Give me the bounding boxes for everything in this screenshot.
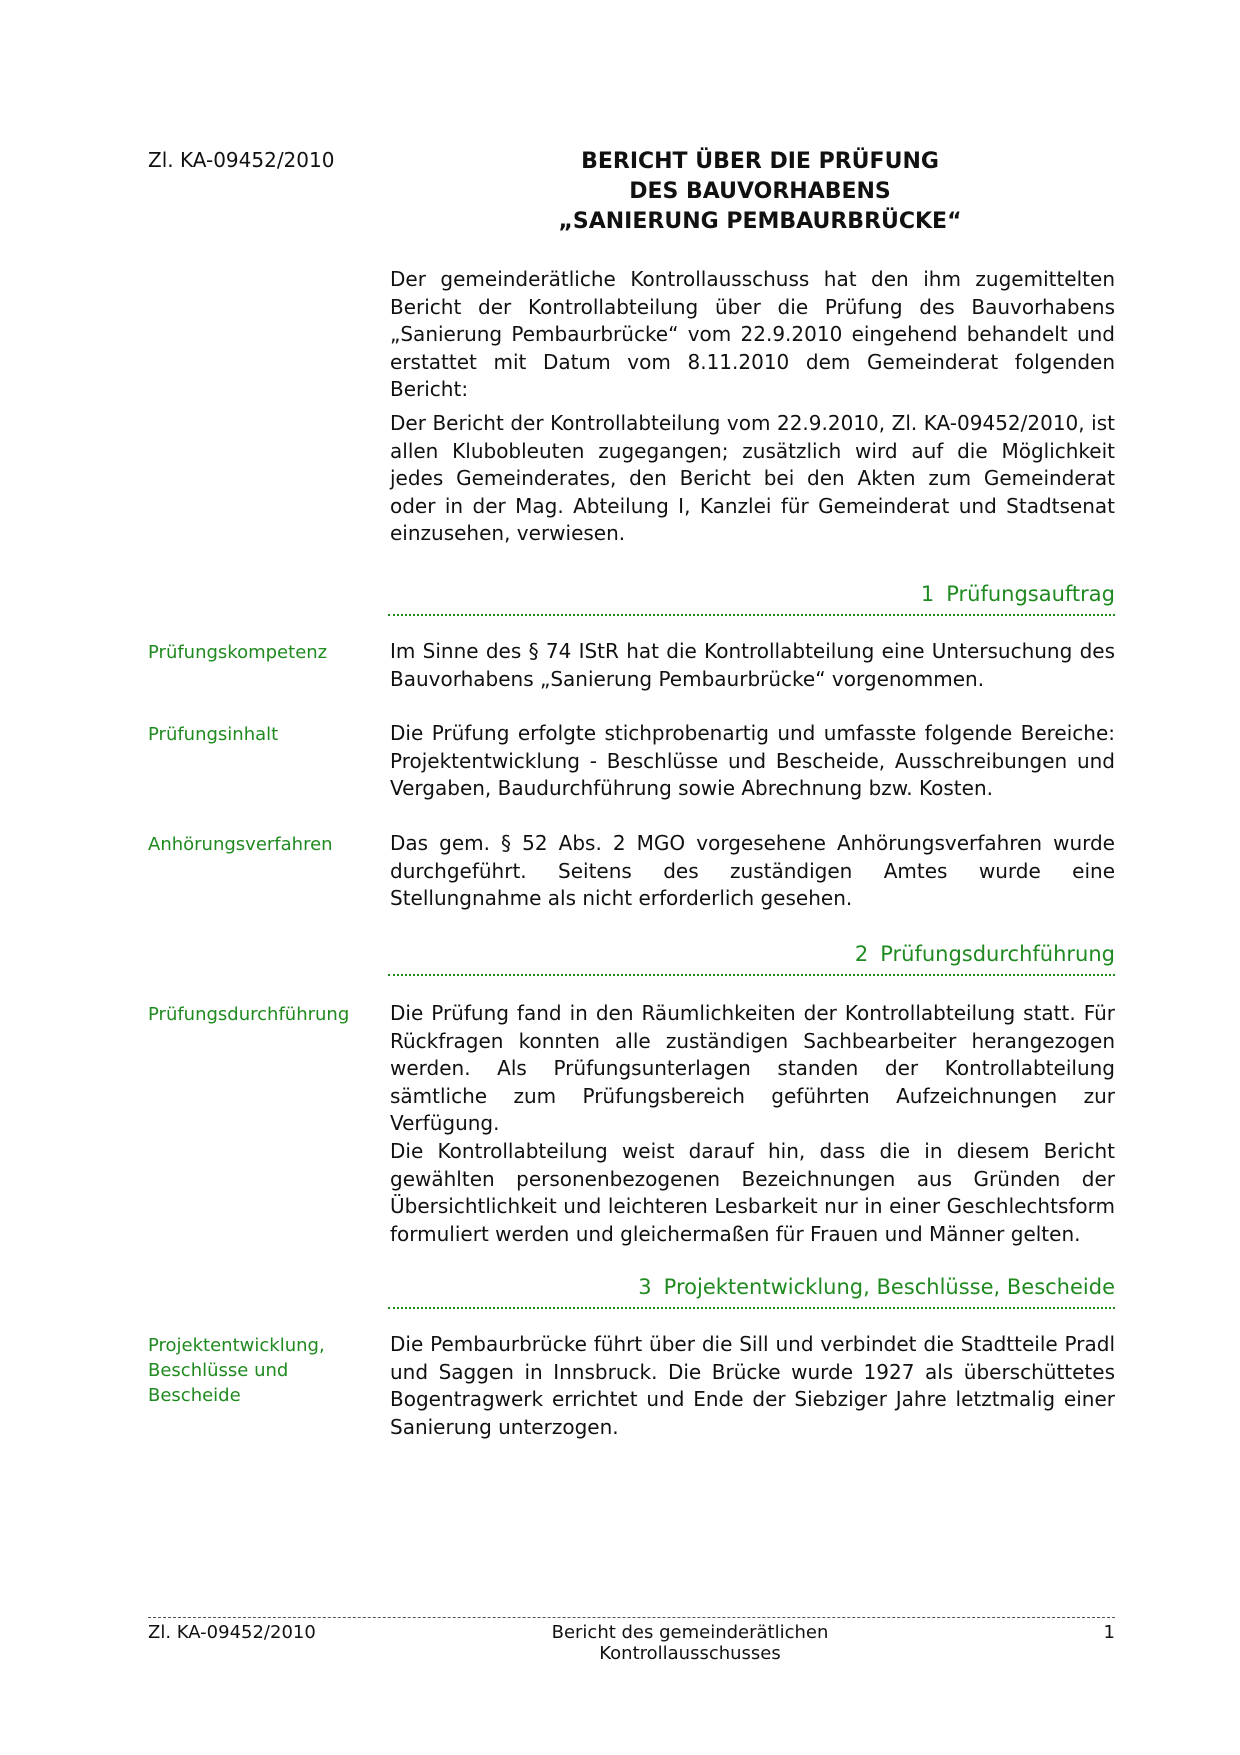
section-number: 3 (638, 1275, 652, 1299)
intro-paragraph: Der gemeinderätliche Kontrollausschuss hat den ihm zugemittelten Bericht der Kontrollabteilung über die Prüfung des Bauvorhabens „Sanierung Pembaurbrücke“ vom 22.9.2010 eingehend behandelt und erstattet mit Datum vom 8.11.2010 dem Gemeinderat folgenden Bericht: (390, 267, 1115, 401)
footer-divider (148, 1617, 1115, 1618)
title-line: BERICHT ÜBER DIE PRÜFUNG (581, 149, 939, 174)
section-number: 1 (920, 582, 935, 606)
section-paragraph: Die Kontrollabteilung weist darauf hin, dass die in diesem Bericht gewählten personenbezogenen Bezeichnungen aus Gründen der Übersichtlichkeit und leichteren Lesbarkeit nur in einer Geschlechtsform formuliert werden und gleichermaßen für Frauen und Männer gelten. (390, 1139, 1115, 1246)
section-heading (388, 1275, 1115, 1309)
margin-label: Anhörungsverfahren (148, 834, 333, 855)
section-paragraph: Im Sinne des § 74 IStR hat die Kontrollabteilung eine Untersuchung des Bauvorhabens „Sanierung Pembaurbrücke“ vorgenommen. (390, 639, 1115, 691)
intro-paragraph: Der Bericht der Kontrollabteilung vom 22.9.2010, Zl. KA-09452/2010, ist allen Klubobleuten zugegangen; zusätzlich wird auf die Möglichkeit jedes Gemeinderates, den Bericht bei den Akten zum Gemeinderat oder in der Mag. Abteilung I, Kanzlei für Gemeinderat und Stadtsenat einzusehen, verwiesen. (390, 411, 1115, 545)
footer-reference: Zl. KA-09452/2010 (148, 1622, 316, 1643)
section-paragraph: Das gem. § 52 Abs. 2 MGO vorgesehene Anhörungsverfahren wurde durchgeführt. Seitens des zuständigen Amtes wurde eine Stellungnahme als nicht erforderlich gesehen. (390, 831, 1115, 910)
document-reference: Zl. KA-09452/2010 (148, 148, 335, 172)
document-title (460, 147, 1060, 237)
section-title: Projektentwicklung, Beschlüsse, Bescheide (663, 1275, 1115, 1299)
margin-label: Prüfungskompetenz (148, 642, 328, 663)
section-paragraph: Die Prüfung erfolgte stichprobenartig und umfasste folgende Bereiche: Projektentwicklung - Beschlüsse und Bescheide, Ausschreibungen und Vergaben, Baudurchführung sowie Abrechnung bzw. Kosten. (390, 721, 1115, 800)
section-paragraph: Die Prüfung fand in den Räumlichkeiten der Kontrollabteilung statt. Für Rückfragen konnten alle zuständigen Sachbearbeiter herangezogen werden. Als Prüfungsunterlagen standen der Kontrollabteilung sämtliche zum Prüfungsbereich geführten Aufzeichnungen zur Verfügung. (390, 1001, 1115, 1135)
section-number: 2 (854, 942, 869, 966)
section-title: Prüfungsdurchführung (880, 942, 1115, 966)
margin-label: Prüfungsinhalt (148, 724, 279, 745)
section-paragraph: Die Pembaurbrücke führt über die Sill und verbindet die Stadtteile Pradl und Saggen in Innsbruck. Die Brücke wurde 1927 als überschüttetes Bogentragwerk errichtet und Ende der Siebziger Jahre letztmalig einer Sanierung unterzogen. (390, 1332, 1115, 1439)
margin-label: Prüfungsdurchführung (148, 1004, 350, 1025)
footer-title: Bericht des gemeinderätlichen Kontrollausschusses (551, 1622, 829, 1664)
section-title: Prüfungsauftrag (946, 582, 1115, 606)
title-line: „SANIERUNG PEMBAURBRÜCKE“ (558, 209, 962, 234)
page-number: 1 (1103, 1622, 1115, 1643)
section-heading (388, 582, 1115, 616)
section-heading (388, 942, 1115, 976)
title-line: DES BAUVORHABENS (629, 179, 891, 204)
margin-label: Projektentwicklung, Beschlüsse und Bescheide (148, 1335, 325, 1406)
